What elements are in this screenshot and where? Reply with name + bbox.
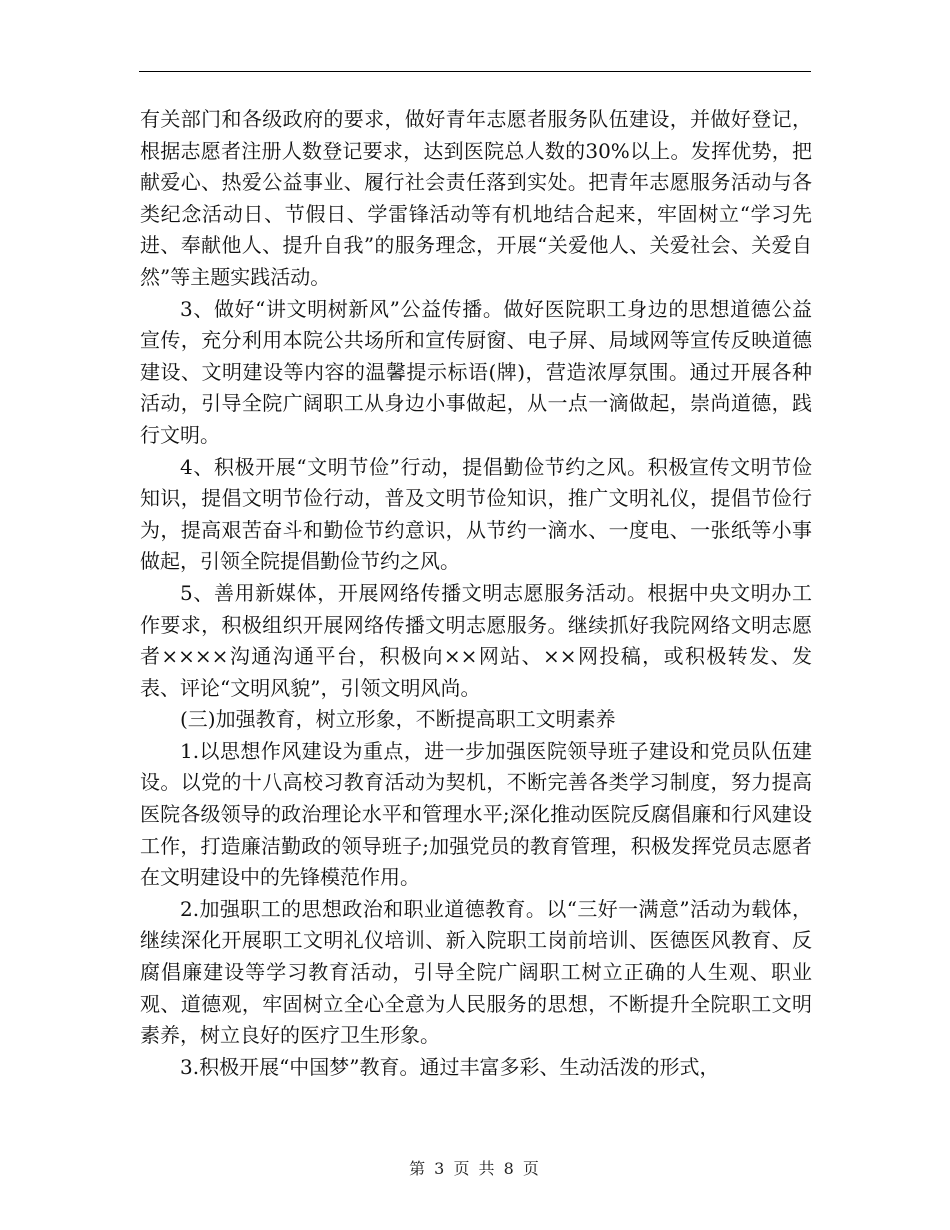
header-rule <box>139 71 811 72</box>
paragraph: 4、积极开展“文明节俭”行动，提倡勤俭节约之风。积极宣传文明节俭知识，提倡文明节俭行动，普及文明节俭知识，推广文明礼仪，提倡节俭行为，提高艰苦奋斗和勤俭节约意识，从节约一滴水、一度电、一张纸等小事做起，引领全院提倡勤俭节约之风。 <box>140 454 812 574</box>
page-footer: 第 3 页 共 8 页 <box>409 1159 541 1178</box>
paragraph: 1.以思想作风建设为重点，进一步加强医院领导班子建设和党员队伍建设。以党的十八高校习教育活动为契机，不断完善各类学习制度，努力提高医院各级领导的政治理论水平和管理水平;深化推动医院反腐倡廉和行风建设工作，打造廉洁勤政的领导班子;加强党员的教育管理，积极发挥党员志愿者在文明建设中的先锋模范作用。 <box>140 738 812 890</box>
paragraph: 3、做好“讲文明树新风”公益传播。做好医院职工身边的思想道德公益宣传，充分利用本院公共场所和宣传厨窗、电子屏、局域网等宣传反映道德建设、文明建设等内容的温馨提示标语(牌)，营造浓厚氛围。通过开展各种活动，引导全院广阔职工从身边小事做起，从一点一滴做起，崇尚道德，践行文明。 <box>140 296 812 447</box>
paragraph: 5、善用新媒体，开展网络传播文明志愿服务活动。根据中央文明办工作要求，积极组织开展网络传播文明志愿服务。继续抓好我院网络文明志愿者××××沟通沟通平台，积极向××网站、××网投稿，或积极转发、发表、评论“文明风貌”，引领文明风尚。 <box>140 580 812 700</box>
paragraph: 2.加强职工的思想政治和职业道德教育。以“三好一满意”活动为载体，继续深化开展职工文明礼仪培训、新入院职工岗前培训、医德医风教育、反腐倡廉建设等学习教育活动，引导全院广阔职工树立正确的人生观、职业观、道德观，牢固树立全心全意为人民服务的思想，不断提升全院职工文明素养，树立良好的医疗卫生形象。 <box>140 896 812 1048</box>
paragraph: 有关部门和各级政府的要求，做好青年志愿者服务队伍建设，并做好登记，根据志愿者注册人数登记要求，达到医院总人数的30%以上。发挥优势，把献爱心、热爱公益事业、履行社会责任落到实处。把青年志愿服务活动与各类纪念活动日、节假日、学雷锋活动等有机地结合起来，牢固树立“学习先进、奉献他人、提升自我”的服务理念，开展“关爱他人、关爱社会、关爱自然”等主题实践活动。 <box>140 107 812 289</box>
document-body <box>140 104 812 1083</box>
paragraph: 3.积极开展“中国梦”教育。通过丰富多彩、生动活泼的形式， <box>180 1054 720 1079</box>
paragraph: (三)加强教育，树立形象，不断提高职工文明素养 <box>180 707 616 732</box>
